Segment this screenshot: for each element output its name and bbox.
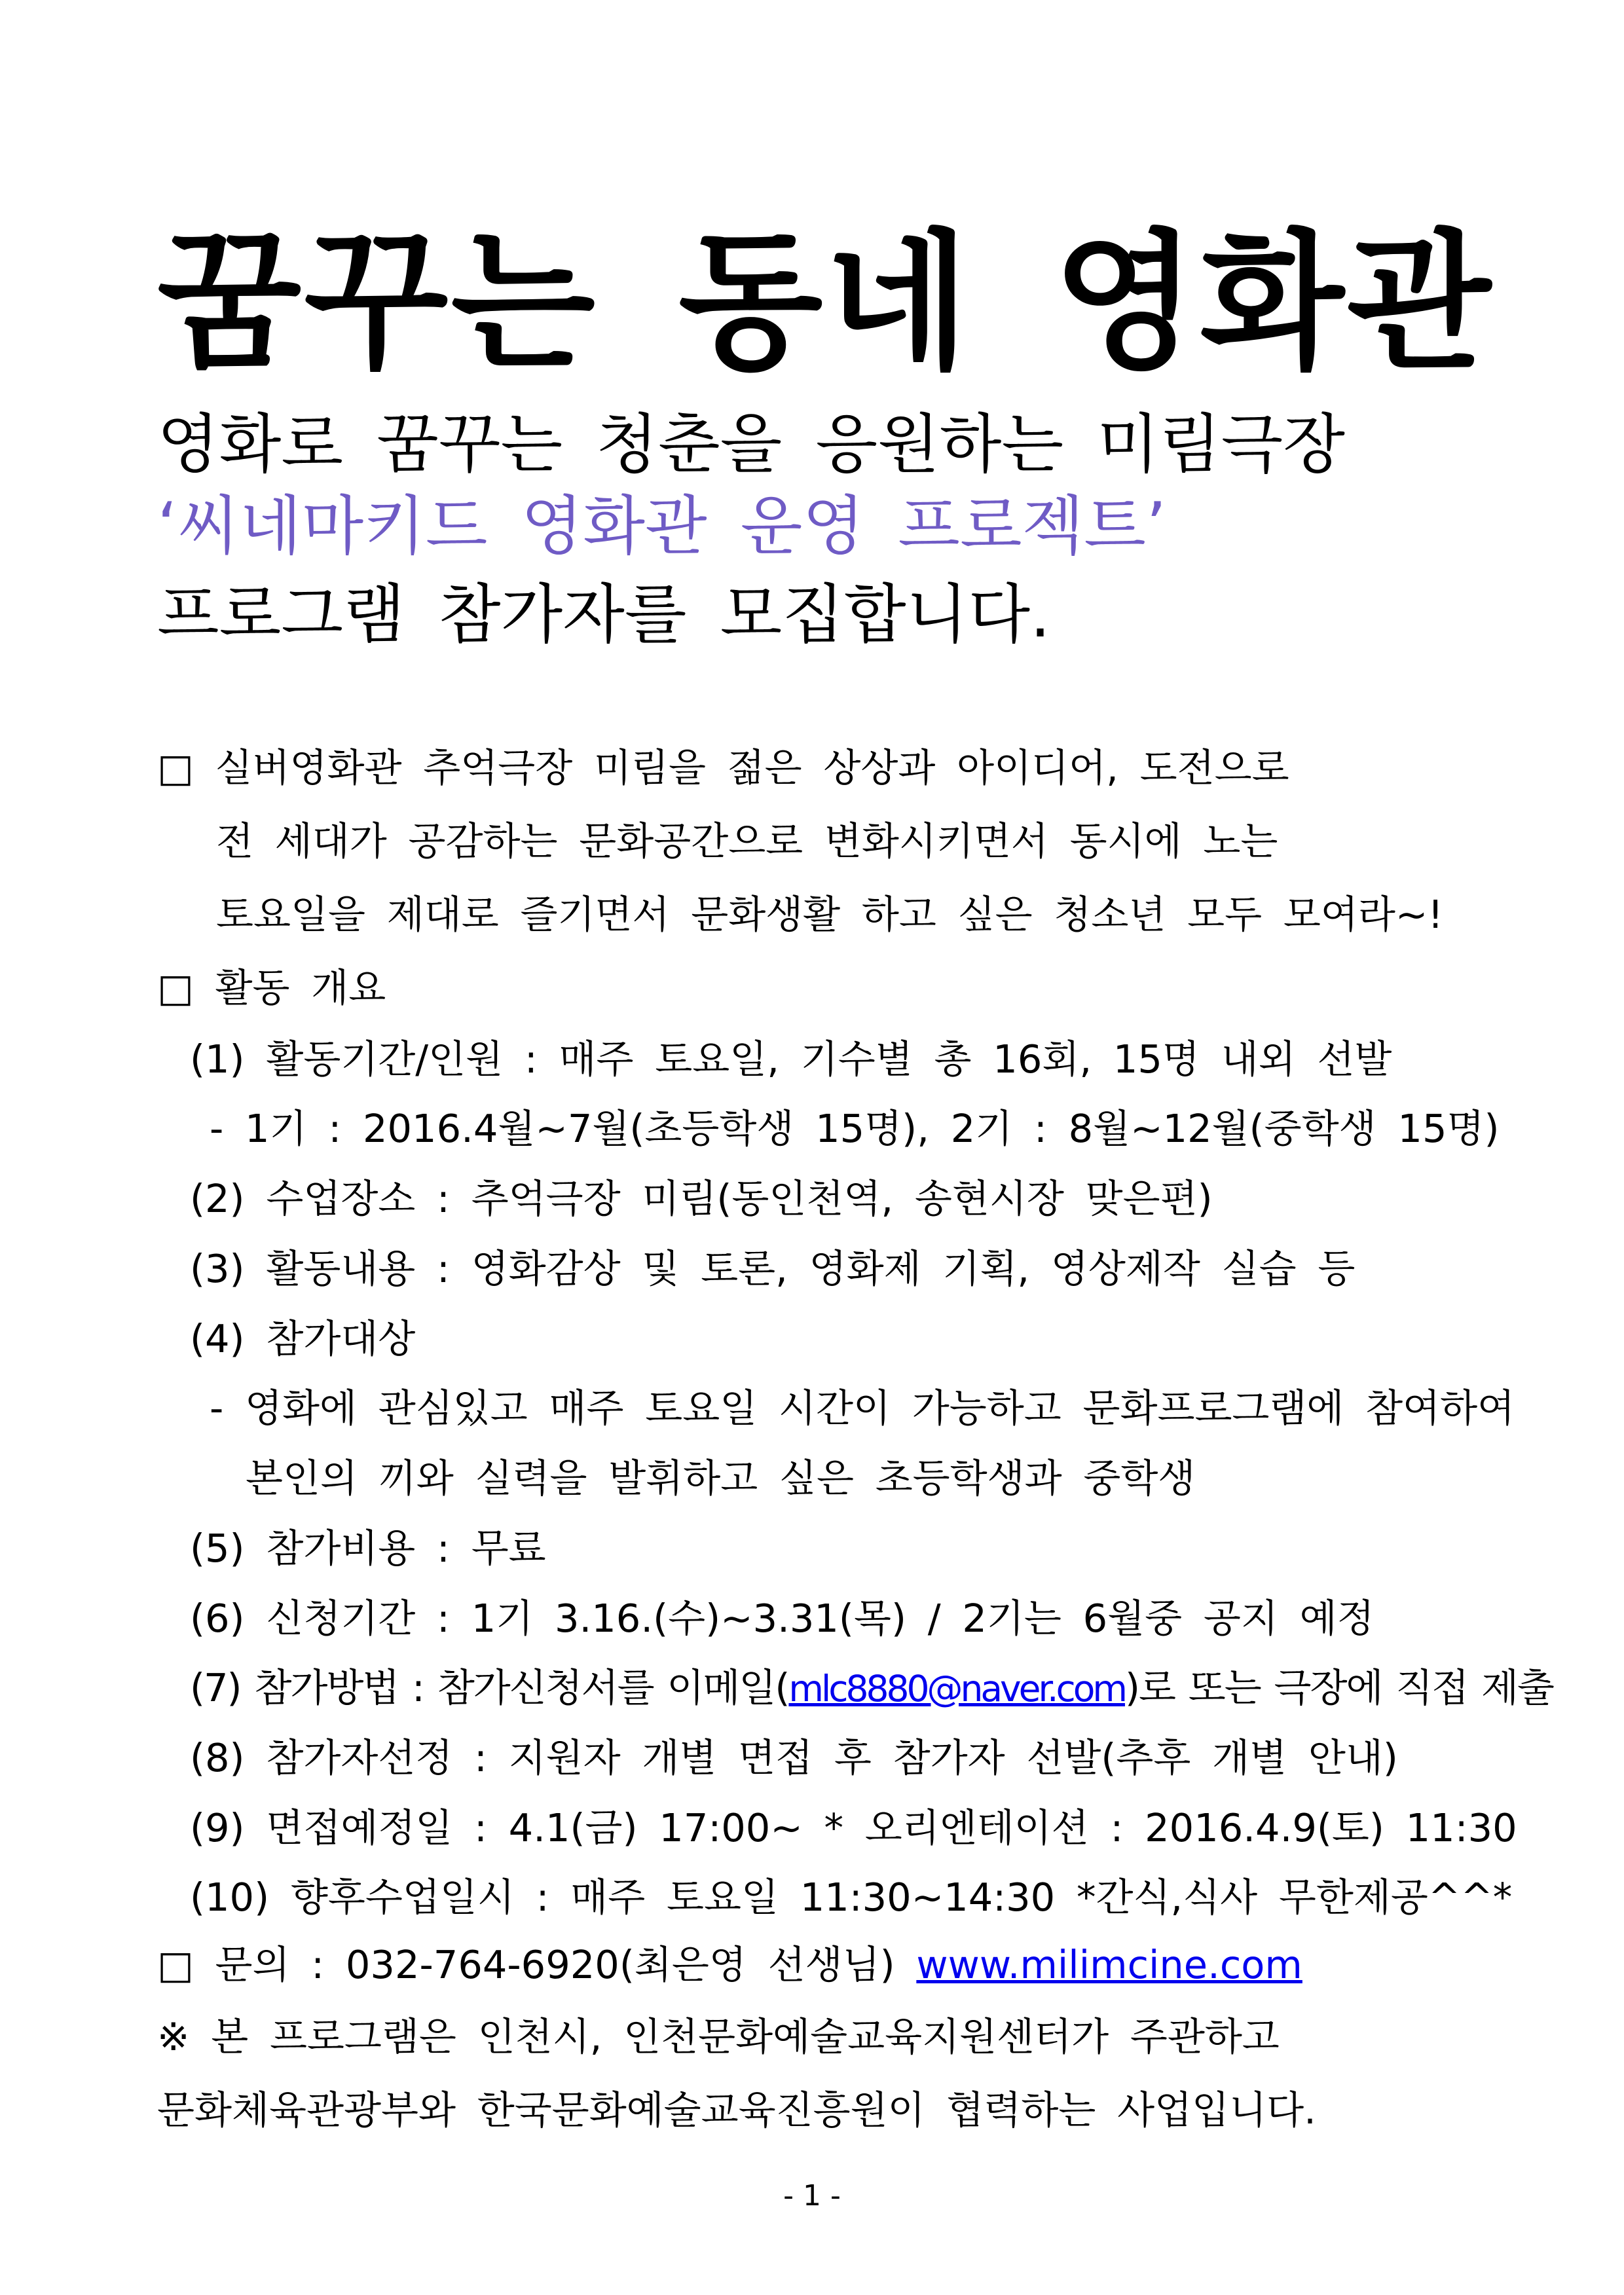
overview-item-6: (6) 신청기간 : 1기 3.16.(수)~3.31(목) / 2기는 6월중 공지 예정 xyxy=(190,1596,1375,1641)
email-link[interactable]: mlc8880@naver.com xyxy=(788,1668,1125,1710)
overview-item-7 xyxy=(190,1657,1553,1712)
contact-line xyxy=(157,1934,1302,1989)
subtitle-line-3: 프로그램 참가자를 모집합니다. xyxy=(157,578,1051,652)
overview-item-5: (5) 참가비용 : 무료 xyxy=(190,1526,546,1571)
main-title: 꿈꾸는 동네 영화관 xyxy=(157,215,1494,390)
contact-text: □ 문의 : 032-764-6920(최은영 선생님) xyxy=(157,1942,917,1987)
overview-item-4-sub-1: - 영화에 관심있고 매주 토요일 시간이 가능하고 문화프로그램에 참여하여 xyxy=(210,1386,1515,1431)
overview-item-9: (9) 면접예정일 : 4.1(금) 17:00~ * 오리엔테이션 : 2016.4.9(토) 11:30 xyxy=(190,1805,1517,1850)
intro-line-2: 전 세대가 공감하는 문화공간으로 변화시키면서 동시에 노는 xyxy=(216,818,1278,864)
overview-item-1-sub: - 1기 : 2016.4월~7월(초등학생 15명), 2기 : 8월~12월(중학생 15명) xyxy=(210,1106,1500,1151)
subtitle-project-name: ‘씨네마키드 영화관 운영 프로젝트’ xyxy=(157,489,1167,564)
overview-item-2: (2) 수업장소 : 추억극장 미림(동인천역, 송현시장 맞은편) xyxy=(190,1176,1213,1221)
website-link[interactable]: www.milimcine.com xyxy=(916,1942,1302,1987)
overview-item-1: (1) 활동기간/인원 : 매주 토요일, 기수별 총 16회, 15명 내외 선발 xyxy=(190,1037,1392,1082)
note-line-1: ※ 본 프로그램은 인천시, 인천문화예술교육지원센터가 주관하고 xyxy=(157,2014,1280,2059)
intro-line-3: 토요일을 제대로 즐기면서 문화생활 하고 싶은 청소년 모두 모여라~! xyxy=(216,892,1443,937)
intro-line-1: □ 실버영화관 추억극장 미림을 젊은 상상과 아이디어, 도전으로 xyxy=(157,745,1289,790)
overview-item-10: (10) 향후수업일시 : 매주 토요일 11:30~14:30 *간식,식사 무한제공^^* xyxy=(190,1875,1513,1920)
item-7-text-pre: (7) 참가방법 : 참가신청서를 이메일( xyxy=(190,1665,789,1710)
subtitle-line-1: 영화로 꿈꾸는 청춘을 응원하는 미림극장 xyxy=(157,407,1345,482)
note-line-2: 문화체육관광부와 한국문화예술교육진흥원이 협력하는 사업입니다. xyxy=(157,2087,1316,2133)
page-number: - 1 - xyxy=(783,2179,841,2212)
overview-heading: □ 활동 개요 xyxy=(157,965,386,1010)
overview-item-3: (3) 활동내용 : 영화감상 및 토론, 영화제 기획, 영상제작 실습 등 xyxy=(190,1246,1356,1291)
item-7-text-post: )로 또는 극장에 직접 제출 xyxy=(1124,1665,1553,1710)
overview-item-8: (8) 참가자선정 : 지원자 개별 면접 후 참가자 선발(추후 개별 안내) xyxy=(190,1735,1398,1780)
overview-item-4: (4) 참가대상 xyxy=(190,1316,416,1361)
overview-item-4-sub-2: 본인의 끼와 실력을 발휘하고 싶은 초등학생과 중학생 xyxy=(246,1456,1196,1501)
